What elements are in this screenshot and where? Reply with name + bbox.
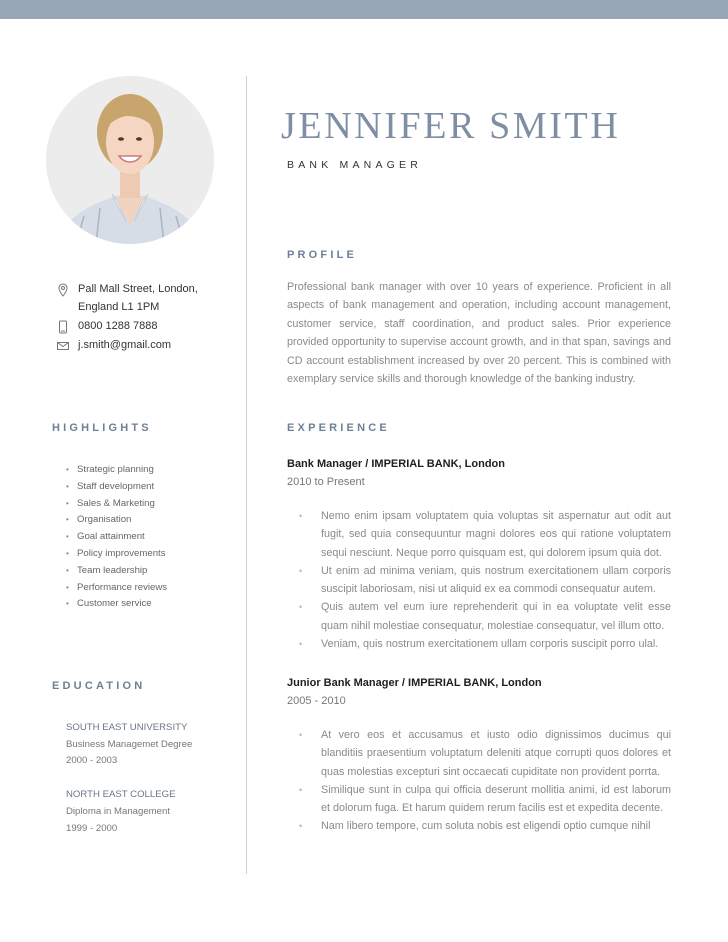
highlight-item: • Organisation [66,512,167,529]
education-entry [66,787,241,837]
job-entry [287,676,671,836]
degree-name: Diploma in Management [66,805,170,817]
phone-number: 0800 1288 7888 [78,320,158,332]
job-title: Bank Manager / IMPERIAL BANK, London [287,458,505,470]
contact-email [54,336,244,354]
highlight-item: • Sales & Marketing [66,496,167,513]
job-bullet: • Veniam, quis nostrum exercitationem ullam corporis suscipit porro ulal. [287,635,671,653]
profile-photo [46,76,214,244]
top-color-band [0,0,728,19]
contact-phone [54,317,244,335]
job-dates: 2005 - 2010 [287,695,346,707]
location-pin-icon [56,283,70,297]
candidate-name: JENNIFER SMITH [281,105,621,147]
school-name: SOUTH EAST UNIVERSITY [66,722,188,733]
experience-heading: EXPERIENCE [287,422,390,434]
highlight-item: • Policy improvements [66,546,167,563]
job-bullet: • Ut enim ad minima veniam, quis nostrum exercitationem ullam corporis suscipit laboriosam, nisi ut aliquid ex ea commodi consequatur autem. [287,562,671,599]
education-list [66,720,241,854]
job-bullet: • Nam libero tempore, cum soluta nobis est eligendi optio cumque nihil [287,817,671,835]
education-entry [66,720,241,770]
profile-summary: Professional bank manager with over 10 years of experience. Proficient in all aspects of bank management and operation, including account management, customer service, staff coordination, and product sales. Prior experience provided opportunity to supervise account growth, and in that span, savings and CD account establishment increased by over 20 percent. This is combined with exemplary service skills and thorough knowledge of the banking industry. [287,281,671,386]
education-years: 2000 - 2003 [66,755,118,767]
highlight-item: • Customer service [66,596,167,613]
job-title: Junior Bank Manager / IMPERIAL BANK, London [287,677,542,689]
job-bullets [287,726,671,836]
candidate-role: BANK MANAGER [287,159,422,171]
highlight-item: • Strategic planning [66,462,167,479]
address-line-1: Pall Mall Street, London, [78,283,198,295]
email-address: j.smith@gmail.com [78,339,172,351]
job-bullets [287,507,671,653]
education-years: 1999 - 2000 [66,822,118,834]
column-divider [246,76,247,874]
school-name: NORTH EAST COLLEGE [66,789,176,801]
job-bullet: • Nemo enim ipsam voluptatem quia voluptas sit aspernatur aut odit aut fugit, sed quia consequuntur magni dolores eos qui ratione voluptatem sequi nesciunt. Neque porro quisquam est, qui dolorem ipsum quia dot. [287,507,671,562]
highlight-item: • Staff development [66,479,167,496]
education-heading: EDUCATION [52,680,146,692]
address-line-2: England L1 1PM [78,301,160,313]
job-bullet: • Quis autem vel eum iure reprehenderit qui in ea voluptate velit esse quam nihil molestiae consequatur, molestiae consequatur, vel illum otto. [287,598,671,635]
degree-name: Business Managemet Degree [66,738,193,750]
highlights-heading: HIGHLIGHTS [52,422,152,434]
contact-block [54,280,244,355]
phone-icon [56,320,70,334]
profile-heading: PROFILE [287,249,358,261]
job-bullet: • Similique sunt in culpa qui officia deserunt mollitia animi, id est laborum et dolorum fuga. Et harum quidem rerum facilis est et expedita decente. [287,781,671,818]
highlight-item: • Performance reviews [66,580,167,597]
contact-address [54,280,244,316]
highlights-list [66,462,167,613]
envelope-icon [56,339,70,353]
job-entry [287,457,671,653]
highlight-item: • Team leadership [66,563,167,580]
job-bullet: • At vero eos et accusamus et iusto odio dignissimos ducimus qui blanditiis praesentium voluptatum deleniti atque corrupti quos dolores et quas molestias excepturi sint occaecati cupiditate non provident porrta. [287,726,671,781]
highlight-item: • Goal attainment [66,529,167,546]
job-dates: 2010 to Present [287,476,365,488]
